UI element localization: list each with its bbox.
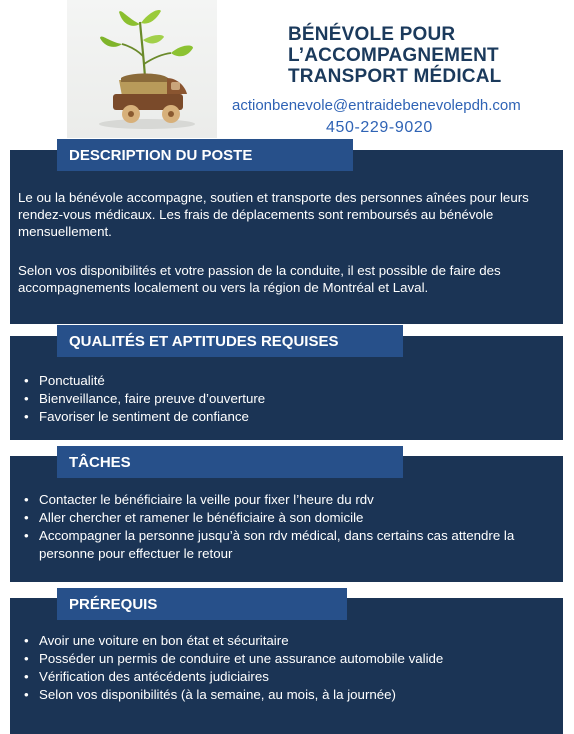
list-item: • Favoriser le sentiment de confiance (24, 408, 562, 426)
list-item: • Posséder un permis de conduire et une assurance automobile valide (24, 650, 562, 668)
description-heading: DESCRIPTION DU POSTE (69, 147, 253, 164)
list-item: • Ponctualité (24, 372, 562, 390)
taches-heading-band (57, 446, 403, 478)
prerequis-heading-band (57, 588, 347, 620)
list-item: • Accompagner la personne jusqu’à son rdv médical, dans certains cas attendre la personne pour effectuer le retour (24, 527, 562, 563)
job-title-line-2: L’ACCOMPAGNEMENT (288, 45, 499, 66)
list-item: • Bienveillance, faire preuve d’ouverture (24, 390, 562, 408)
list-item: • Selon vos disponibilités (à la semaine, au mois, à la journée) (24, 686, 562, 704)
job-title-line-1: BÉNÉVOLE POUR (288, 24, 456, 45)
list-item: • Vérification des antécédents judiciaires (24, 668, 562, 686)
list-item: • Contacter le bénéficiaire la veille pour fixer l’heure du rdv (24, 491, 562, 509)
description-heading-band (57, 139, 353, 171)
plant-on-toy-truck-icon (67, 0, 217, 138)
description-paragraph-1: Le ou la bénévole accompagne, soutien et transporte des personnes aînées pour leurs rendez-vous médicaux. Les frais de déplacements sont remboursés au bénévole mensuellement. (18, 190, 529, 239)
taches-heading: TÂCHES (69, 454, 131, 471)
qualites-heading: QUALITÉS ET APTITUDES REQUISES (69, 333, 339, 350)
job-title-line-3: TRANSPORT MÉDICAL (288, 66, 502, 87)
job-title (288, 24, 568, 87)
contact-email[interactable]: actionbenevole@entraidebenevolepdh.com (232, 97, 521, 114)
qualites-heading-band (57, 325, 403, 357)
taches-list (24, 491, 562, 563)
qualites-list (24, 372, 562, 426)
prerequis-list (24, 632, 562, 704)
header-photo (67, 0, 217, 138)
list-item: • Avoir une voiture en bon état et sécuritaire (24, 632, 562, 650)
description-paragraph-2: Selon vos disponibilités et votre passion de la conduite, il est possible de faire des accompagnements localement ou vers la région de Montréal et Laval. (18, 263, 501, 295)
list-item: • Aller chercher et ramener le bénéficiaire à son domicile (24, 509, 562, 527)
contact-phone[interactable]: 450-229-9020 (326, 119, 433, 136)
prerequis-heading: PRÉREQUIS (69, 596, 158, 613)
